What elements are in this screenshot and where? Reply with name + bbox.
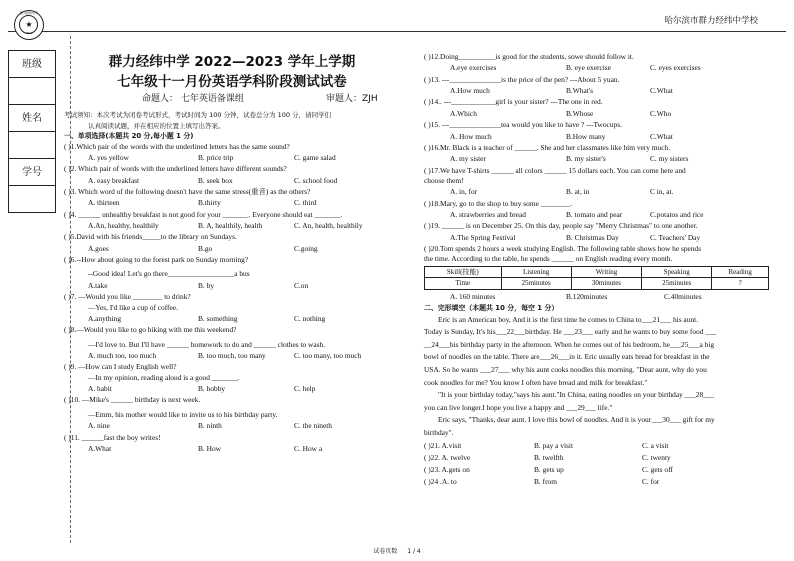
- page-header: [8, 0, 786, 32]
- question-options-b[interactable]: B. by: [198, 280, 215, 290]
- question-options-c[interactable]: C.What: [650, 131, 673, 141]
- name-label: 姓名: [9, 105, 55, 132]
- question-options-b[interactable]: B. How: [198, 443, 221, 453]
- cloze-line: Eric is an American boy, And it is the first time he comes to China to___21___ his aunt.: [438, 314, 698, 324]
- question-options-c[interactable]: C. How a: [294, 443, 323, 453]
- cloze-option[interactable]: B. gets up: [534, 465, 564, 475]
- table-cell: 30minutes: [571, 278, 641, 290]
- left-questions: [64, 142, 400, 456]
- question-options: [424, 131, 782, 143]
- skill-table: [424, 266, 769, 290]
- question-options-a[interactable]: A. much too, too much: [88, 351, 157, 361]
- logo-ring-text: 群力经纬中学: [19, 11, 38, 15]
- question-options: [64, 280, 400, 292]
- question-options: [64, 420, 400, 432]
- star-icon: ★: [25, 20, 33, 29]
- instructions-line2: 认真阅读试题，并在相应的位置上填写出答案。: [88, 121, 225, 130]
- class-label: 班级: [9, 51, 55, 78]
- question-stem: ( )17.We have T-shirts ______ all colors ______ 15 dollars each. You can come here and: [424, 165, 686, 175]
- question-options-a[interactable]: A. nine: [88, 421, 110, 431]
- cloze-option[interactable]: C. for: [642, 477, 660, 487]
- question-subline: —In my opinion, reading aloud is a good _______.: [88, 372, 240, 382]
- class-field[interactable]: [9, 78, 55, 105]
- question-options-a[interactable]: A. my sister: [450, 154, 486, 164]
- question-stem: ( )2. Which pair of words with the underlined letters have different sounds?: [64, 164, 287, 174]
- question-stem: ( )1.Which pair of the words with the underlined letters has the same sound?: [64, 141, 290, 151]
- question-options-b[interactable]: B. my sister's: [566, 154, 606, 164]
- question-options-b[interactable]: B. something: [198, 313, 238, 323]
- exam-meta: [64, 92, 400, 106]
- question-subline: --Good idea! Let's go there__________________a bus: [88, 269, 250, 279]
- table-header-cell: Reading: [712, 266, 769, 278]
- question-stem: ( )16.Mr. Black is a teacher of ______. She and her classmates like him very much.: [424, 142, 671, 152]
- question-stem: ( )19. ______ is on December 25. On this day, people say "Merry Christmas" to one another.: [424, 221, 698, 231]
- table-cell: 25minutes: [642, 278, 712, 290]
- question-options-c[interactable]: C. school food: [294, 175, 338, 185]
- table-cell: ?: [712, 278, 769, 290]
- question-options-b[interactable]: B.Whose: [566, 108, 594, 118]
- question-options-c[interactable]: C. my sisters: [650, 154, 689, 164]
- author: 命题人： 七年英语备课组: [142, 94, 244, 104]
- question-options-a[interactable]: A. strawberries and bread: [450, 210, 526, 220]
- cloze-line: birthday".: [424, 427, 454, 437]
- cloze-line: you can live longer.I hope you live a happy and ___29___ life.": [424, 402, 613, 412]
- question-stem: ( )13. ---______________is the price of the pen? ---About 5 yuan.: [424, 74, 620, 84]
- section1-heading: 一、单项选择(本题共 20 分,每小题 1 分): [64, 132, 194, 140]
- cloze-line: __24___his birthday party in the afternoon. When he comes out of his bedroom, he___25___a big: [424, 339, 715, 349]
- question-options: [64, 383, 400, 395]
- question-options-a[interactable]: A. How much: [450, 131, 492, 141]
- question-options-b[interactable]: B.What's: [566, 86, 593, 96]
- cloze-option[interactable]: B. from: [534, 477, 557, 487]
- reviewer: 审题人：ZJH: [326, 94, 378, 104]
- question-options-b[interactable]: B. seek box: [198, 175, 233, 185]
- question-options-a[interactable]: A.How much: [450, 86, 490, 96]
- skill-table-row: [425, 278, 769, 290]
- cloze-line: bowl of noodles on the table. There are___26___in it. Eric usually eats bread for breakfast in the: [424, 352, 710, 362]
- cloze-question: [424, 464, 782, 476]
- cloze-passage: [424, 314, 782, 440]
- question-options-c[interactable]: C.Who: [650, 108, 672, 118]
- table-header-cell: Skill(技能): [425, 266, 502, 278]
- cloze-option-a[interactable]: ( )23. A.gets on: [424, 465, 470, 475]
- cloze-line: cook noodles for me? You know I often have bread and milk for breakfast.": [424, 377, 648, 387]
- cloze-option-a[interactable]: ( )22. A. twelve: [424, 452, 471, 462]
- question-options-a[interactable]: A. thirteen: [88, 198, 120, 208]
- school-name: 哈尔滨市群力经纬中学校: [664, 16, 758, 26]
- question-options-a[interactable]: A.An, healthy, healthily: [88, 221, 159, 231]
- cloze-line: USA. So he wants ___27___ why his aunt cooks noodles this morning. "Dear aunt, why do you: [424, 365, 707, 375]
- table-header-cell: Speaking: [642, 266, 712, 278]
- page-number: 1 / 4: [407, 547, 421, 555]
- cloze-option-a[interactable]: ( )21. A.visit: [424, 440, 462, 450]
- question-options: [424, 108, 782, 120]
- question-options-b[interactable]: B. too much, too many: [198, 351, 266, 361]
- question-options-c[interactable]: C. too many, too much: [294, 351, 362, 361]
- cloze-questions: [424, 440, 782, 489]
- question-options: [424, 209, 782, 221]
- table-header-cell: Listening: [501, 266, 571, 278]
- question-options-c[interactable]: C.on: [294, 280, 309, 290]
- question-options-a[interactable]: A. habit: [88, 384, 112, 394]
- question-options: [64, 350, 400, 362]
- question-options-a[interactable]: A. easy breakfast: [88, 175, 140, 185]
- table-cell: Time: [425, 278, 502, 290]
- question-options: [424, 186, 782, 198]
- question-options-a[interactable]: A.The Spring Festival: [450, 232, 516, 242]
- question-stem: ( )7. —Would you like ________ to drink?: [64, 292, 191, 302]
- question-options-c[interactable]: C.What: [650, 86, 673, 96]
- cloze-option[interactable]: C. gets off: [642, 465, 673, 475]
- q20-options: [424, 291, 782, 303]
- id-field[interactable]: [9, 186, 55, 213]
- question-options-a[interactable]: A.goes: [88, 243, 109, 253]
- left-column: [64, 52, 400, 455]
- question-options-b[interactable]: B. eye exercise: [566, 63, 611, 73]
- question-stem: ( )6.--How about going to the forest park on Sunday morning?: [64, 255, 249, 265]
- question-subline: choose them!: [424, 175, 464, 185]
- question-options: [64, 313, 400, 325]
- question-options-b[interactable]: B.go: [198, 243, 213, 253]
- question-options: [64, 443, 400, 455]
- table-header-cell: Writing: [571, 266, 641, 278]
- question-options-a[interactable]: A.What: [88, 443, 112, 453]
- question-options-a[interactable]: A. in, for: [450, 187, 478, 197]
- question-stem: ( )10. —Mike's ______ birthday is next week.: [64, 395, 201, 405]
- question-options-a[interactable]: A.anything: [88, 313, 122, 323]
- question-options-b[interactable]: B. ninth: [198, 421, 222, 431]
- question-options-a[interactable]: A. yes yellow: [88, 152, 129, 162]
- question-options-b[interactable]: B.thirty: [198, 198, 221, 208]
- question-options: [64, 175, 400, 187]
- question-stem: ( )3. Which word of the following doesn't have the same stress(重音) as the others?: [64, 186, 311, 196]
- question-options-c[interactable]: C. the nineth: [294, 421, 332, 431]
- question-options-b[interactable]: B. Christmas Day: [566, 232, 619, 242]
- question-options: [64, 152, 400, 164]
- student-info-box: [8, 50, 56, 213]
- question-options-c[interactable]: C. eyes exercises: [650, 63, 701, 73]
- question-options-a[interactable]: A.take: [88, 280, 108, 290]
- question-subline: —Emm, his mother would like to invite us to his birthday party.: [88, 409, 278, 419]
- exam-title-line2: 七年级十一月份英语学科阶段测试试卷: [117, 74, 347, 90]
- question-subline: the time. According to the table, he spends ______ on English reading every month.: [424, 254, 673, 264]
- cloze-line: "It is your birthday today,"says his aunt."In China, eating noodles on your birthday ___28___: [438, 390, 715, 400]
- question-stem: ( )18.Mary, go to the shop to buy some ________.: [424, 198, 573, 208]
- question-options-b[interactable]: B. hobby: [198, 384, 226, 394]
- table-cell: 25minutes: [501, 278, 571, 290]
- id-label: 学号: [9, 159, 55, 186]
- cloze-option[interactable]: B. twelfth: [534, 452, 564, 462]
- question-options: [64, 220, 400, 232]
- question-options-c[interactable]: C in, at.: [650, 187, 674, 197]
- name-field[interactable]: [9, 132, 55, 159]
- question-options-b[interactable]: B. tomato and pear: [566, 210, 623, 220]
- cloze-option-a[interactable]: ( )24 .A. to: [424, 477, 457, 487]
- question-options: [424, 232, 782, 244]
- question-options-c[interactable]: C. third: [294, 198, 317, 208]
- question-options-c[interactable]: C. help: [294, 384, 316, 394]
- question-options-c[interactable]: C.potatos and rice: [650, 210, 704, 220]
- question-options: [424, 62, 782, 74]
- question-options: [424, 153, 782, 165]
- question-stem: ( )9. —How can I study English well?: [64, 362, 177, 372]
- question-options-c[interactable]: C. game salad: [294, 152, 336, 162]
- cloze-option[interactable]: C. a visit: [642, 440, 669, 450]
- question-options-b[interactable]: B.How many: [566, 131, 606, 141]
- q20-option[interactable]: B.120minutes: [566, 291, 608, 301]
- cloze-question: [424, 440, 782, 452]
- cloze-line: Eric says, "Thanks, dear aunt. I love this bowl of noodles. And it is your___30___ gift for my: [438, 415, 715, 425]
- school-logo: [14, 10, 44, 40]
- question-options-c[interactable]: C. An, health, healthily: [294, 221, 363, 231]
- question-subline: —Yes, I'd like a cup of coffee.: [88, 302, 178, 312]
- question-options: [64, 197, 400, 209]
- q20-option[interactable]: C.40minutes: [664, 291, 702, 301]
- question-stem: ( )15. ---______________tea would you like to have ? ---Twocups.: [424, 120, 622, 130]
- cloze-option[interactable]: B. pay a visit: [534, 440, 574, 450]
- right-questions: [424, 52, 782, 265]
- question-stem: ( )11. ______fast the boy writes!: [64, 432, 161, 442]
- cloze-question: [424, 476, 782, 488]
- question-stem: ( )12.Doing__________is good for the students, sowe should follow it.: [424, 52, 634, 61]
- instructions: [64, 110, 400, 131]
- cloze-line: Today is Sunday, It's his___22___birthday. He ___23___ early and he wants to buy some food ___: [424, 327, 717, 337]
- instructions-line1: 考试须知：本次考试为闭卷考试形式，考试时间为 100 分钟，试卷总分为 100 分，请同学们: [64, 111, 332, 119]
- skill-table-header: [425, 266, 769, 278]
- question-options-b[interactable]: B. at, in: [566, 187, 590, 197]
- page-footer: [0, 548, 794, 555]
- question-options-c[interactable]: C. Teachers' Day: [650, 232, 701, 242]
- logo-year: 2013: [25, 31, 33, 36]
- question-stem: ( )5.David with his friends_____to the library on Sundays.: [64, 232, 237, 242]
- cloze-option[interactable]: C. twenty: [642, 452, 671, 462]
- question-stem: ( )4. ______ unhealthy breakfast is not good for your _______. Everyone should eat _______.: [64, 209, 343, 219]
- question-options-b[interactable]: B. price trip: [198, 152, 234, 162]
- question-options: [64, 243, 400, 255]
- question-options-b[interactable]: B. A, healthily, health: [198, 221, 263, 231]
- question-options-a[interactable]: A.Which: [450, 108, 477, 118]
- question-stem: ( )20.Tom spends 2 hours a week studying English. The following table shows how he spends: [424, 244, 702, 254]
- question-stem: ( )14.. ---____________girl is your sister? ---The one in red.: [424, 97, 603, 107]
- question-stem: ( )8.—Would you like to go hiking with me this weekend?: [64, 325, 237, 335]
- question-subline: —I'd love to. But I'll have ______ homework to do and ______ clothes to wash.: [88, 339, 326, 349]
- question-options-c[interactable]: C. nothing: [294, 313, 326, 323]
- question-options-a[interactable]: A.eye exercises: [450, 63, 497, 73]
- right-column: [424, 52, 782, 489]
- section2-heading: 二、完形填空（本题共 10 分，每空 1 分）: [424, 304, 559, 313]
- q20-option[interactable]: A. 160 minutes: [450, 291, 496, 301]
- question-options: [424, 85, 782, 97]
- question-options-c[interactable]: C.going: [294, 243, 318, 253]
- footer-label: 试卷页数: [373, 547, 398, 555]
- cloze-question: [424, 452, 782, 464]
- exam-title-line1: 群力经纬中学 2022—2023 学年上学期: [108, 54, 356, 70]
